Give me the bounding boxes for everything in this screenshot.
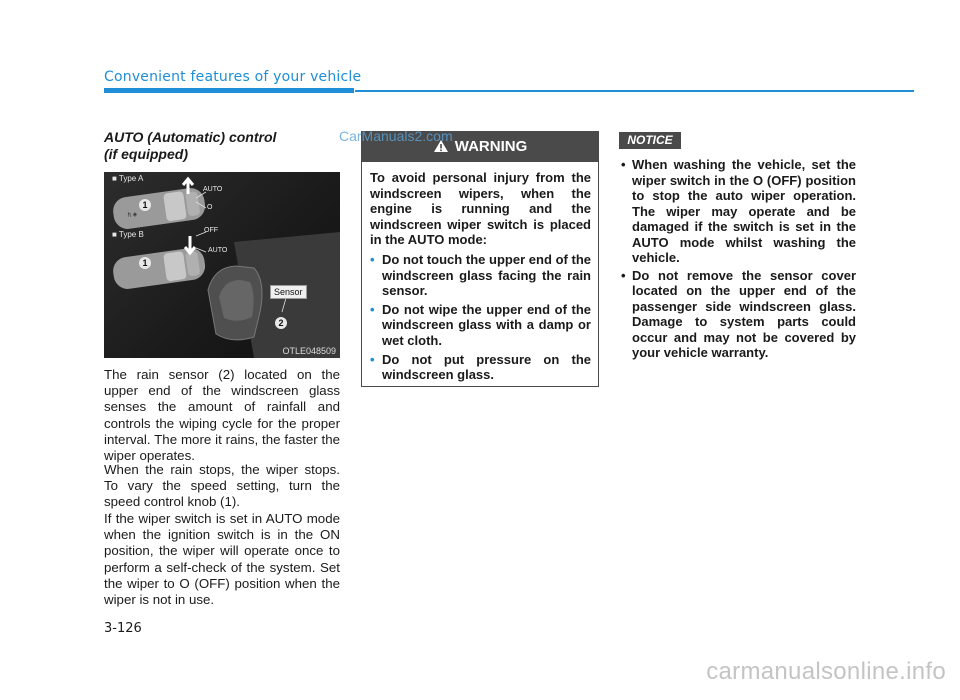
sensor-label: Sensor bbox=[270, 285, 307, 299]
heading-line-2: (if equipped) bbox=[104, 146, 188, 162]
figure-caption: OTLE048509 bbox=[282, 346, 336, 356]
warning-item: • Do not put pressure on the windscreen glass. bbox=[370, 352, 591, 383]
heading-line-1: AUTO (Automatic) control bbox=[104, 129, 277, 145]
section-heading bbox=[104, 129, 354, 163]
off-label: OFF bbox=[204, 227, 218, 234]
section-title: Convenient features of your vehicle bbox=[104, 69, 362, 85]
header-rule-thin bbox=[355, 90, 914, 92]
warning-title: WARNING bbox=[454, 138, 528, 155]
warning-item: • Do not touch the upper end of the windscreen glass facing the rain sensor. bbox=[370, 252, 591, 299]
warning-box bbox=[361, 131, 599, 387]
notice-item: • When washing the vehicle, set the wiper switch in the O (OFF) position to stop the auto wiper operation. The wiper may operate and be damaged if the switch is set in the AUTO mode whilst washing the vehicle. bbox=[619, 157, 856, 266]
off-o-label: O bbox=[207, 204, 213, 211]
notice-item: • Do not remove the sensor cover located on the upper end of the passenger side windscreen glass. Damage to system parts could occur and may not be covered by your vehicle warranty. bbox=[619, 268, 856, 361]
auto-label-a: AUTO bbox=[203, 186, 223, 193]
header-rule-thick bbox=[104, 88, 354, 93]
paragraph-rain-sensor: The rain sensor (2) located on the upper end of the windscreen glass senses the amount of rainfall and controls the wiping cycle for the proper interval. The more it rains, the faster the wiper operates. bbox=[104, 367, 340, 464]
callout-1-type-a: 1 bbox=[139, 199, 151, 211]
auto-label-b: AUTO bbox=[208, 247, 228, 254]
watermark-top: CarManuals2.com bbox=[339, 128, 453, 144]
warning-list bbox=[370, 252, 591, 383]
type-b-label: ■ Type B bbox=[112, 230, 144, 239]
paragraph-auto-mode: If the wiper switch is set in AUTO mode when the ignition switch is in the ON position, the wiper will operate once to perform a self-check of the system. Set the wiper to O (OFF) position when the wiper is not in use. bbox=[104, 511, 340, 608]
paragraph-rain-stops: When the rain stops, the wiper stops. To vary the speed setting, turn the speed control knob (1). bbox=[104, 462, 340, 510]
wiper-sensor-figure bbox=[104, 172, 340, 358]
warning-intro: To avoid personal injury from the windscreen wipers, when the engine is running and the windscreen wiper switch is placed in the AUTO mode: bbox=[370, 170, 591, 248]
type-a-label: ■ Type A bbox=[112, 174, 144, 183]
notice-label: NOTICE bbox=[619, 132, 681, 149]
warning-body bbox=[370, 170, 591, 386]
page-number: 3-126 bbox=[104, 621, 142, 636]
svg-text:ft ◈: ft ◈ bbox=[127, 211, 138, 219]
notice-list bbox=[619, 157, 856, 363]
callout-1-type-b: 1 bbox=[139, 257, 151, 269]
watermark-bottom: carmanualsonline.info bbox=[706, 658, 946, 685]
warning-item: • Do not wipe the upper end of the windscreen glass with a damp or wet cloth. bbox=[370, 302, 591, 349]
callout-2-sensor: 2 bbox=[275, 317, 287, 329]
